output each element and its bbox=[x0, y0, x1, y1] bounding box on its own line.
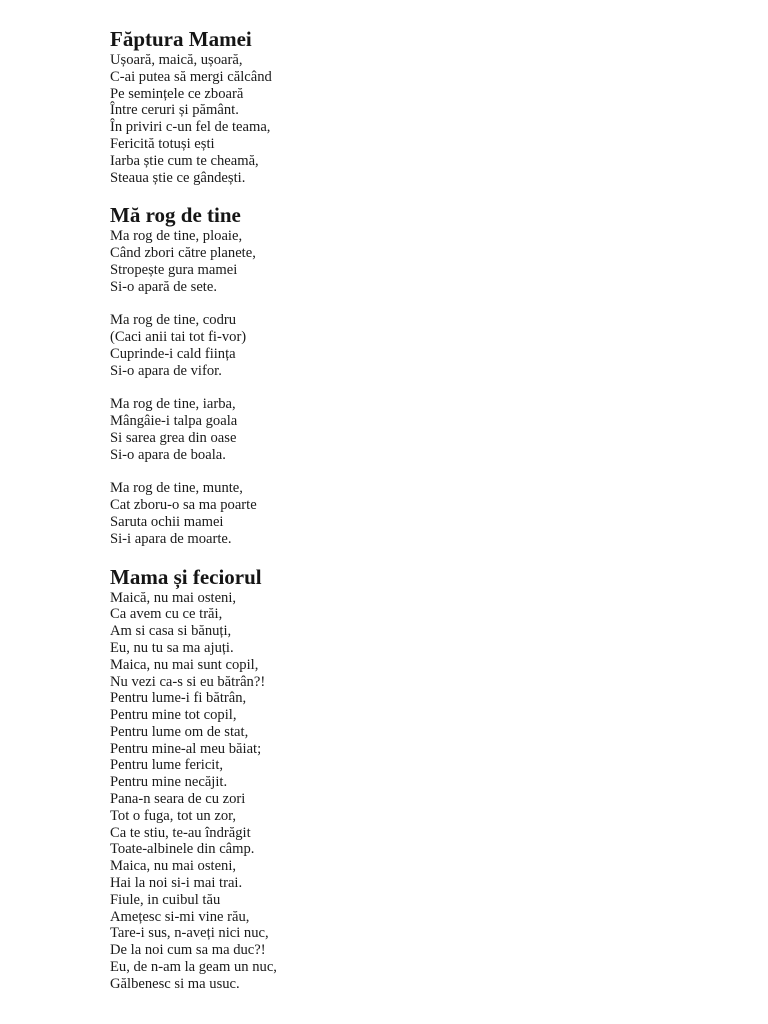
verse-line: Iarba știe cum te cheamă, bbox=[110, 152, 259, 169]
verse-line: Fericită totuși ești bbox=[110, 135, 215, 152]
poem-title: Făptura Mamei bbox=[110, 27, 252, 51]
verse-line: De la noi cum sa ma duc?! bbox=[110, 942, 266, 959]
verse-line: Toate-albinele din câmp. bbox=[110, 841, 255, 858]
poem-body bbox=[110, 590, 710, 993]
stanza bbox=[110, 480, 710, 547]
verse-line: Când zbori către planete, bbox=[110, 245, 256, 262]
verse-line: Steaua știe ce gândești. bbox=[110, 169, 246, 186]
verse-line: Pentru lume-i fi bătrân, bbox=[110, 690, 247, 707]
stanza bbox=[110, 228, 710, 295]
poem-mama-si-feciorul bbox=[110, 564, 710, 993]
verse-line: Pentru mine necăjit. bbox=[110, 774, 228, 791]
verse-line: Ma rog de tine, iarba, bbox=[110, 396, 236, 413]
verse-line: Pentru lume om de stat, bbox=[110, 723, 249, 740]
document-page bbox=[110, 26, 710, 1009]
verse-line: Mângâie-i talpa goala bbox=[110, 413, 238, 430]
stanza bbox=[110, 396, 710, 463]
verse-line: Maica, nu mai osteni, bbox=[110, 858, 237, 875]
verse-line: Eu, nu tu sa ma ajuți. bbox=[110, 639, 234, 656]
verse-line: Ma rog de tine, munte, bbox=[110, 480, 243, 497]
verse-line: Ma rog de tine, codru bbox=[110, 312, 237, 329]
verse-line: Fiule, in cuibul tău bbox=[110, 891, 221, 908]
verse-line: În priviri c-un fel de teama, bbox=[110, 119, 271, 136]
verse-line: Si sarea grea din oase bbox=[110, 429, 237, 446]
poem-title: Mă rog de tine bbox=[110, 203, 241, 228]
verse-line: Tare-i sus, n-aveți nici nuc, bbox=[110, 925, 269, 942]
poem-title: Mama și feciorul bbox=[110, 564, 262, 589]
stanza bbox=[110, 312, 710, 379]
verse-line: Si-o apara de boala. bbox=[110, 446, 226, 463]
verse-line: (Caci anii tai tot fi-vor) bbox=[110, 329, 247, 346]
verse-line: Si-o apară de sete. bbox=[110, 278, 217, 295]
verse-line: Pana-n seara de cu zori bbox=[110, 791, 246, 808]
verse-line: Pe semințele ce zboară bbox=[110, 85, 244, 102]
verse-line: Hai la noi si-i mai trai. bbox=[110, 875, 243, 892]
poem-body bbox=[110, 228, 710, 547]
verse-line: Maica, nu mai sunt copil, bbox=[110, 656, 259, 673]
verse-line: Între ceruri și pământ. bbox=[110, 102, 239, 119]
verse-line: Stropește gura mamei bbox=[110, 261, 238, 278]
stanza bbox=[110, 52, 710, 186]
verse-line: Eu, de n-am la geam un nuc, bbox=[110, 959, 277, 976]
verse-line: Ușoară, maică, ușoară, bbox=[110, 52, 243, 68]
poem-faptura-mamei bbox=[110, 26, 710, 186]
verse-line: Cat zboru-o sa ma poarte bbox=[110, 497, 257, 514]
verse-line: Nu vezi ca-s si eu bătrân?! bbox=[110, 673, 266, 690]
verse-line: Maică, nu mai osteni, bbox=[110, 589, 237, 606]
verse-line: Si-o apara de vifor. bbox=[110, 362, 222, 379]
verse-line: Pentru mine-al meu băiat; bbox=[110, 740, 262, 757]
verse-line: C-ai putea să mergi călcând bbox=[110, 68, 272, 85]
verse-line: Amețesc si-mi vine rău, bbox=[110, 908, 250, 925]
verse-line: Saruta ochii mamei bbox=[110, 513, 224, 530]
verse-line: Ca avem cu ce trăi, bbox=[110, 606, 223, 623]
verse-line: Tot o fuga, tot un zor, bbox=[110, 807, 237, 824]
poem-body bbox=[110, 52, 710, 186]
verse-line: Gălbenesc si ma usuc. bbox=[110, 975, 240, 992]
verse-line: Si-i apara de moarte. bbox=[110, 530, 232, 547]
verse-line: Ma rog de tine, ploaie, bbox=[110, 228, 243, 245]
stanza bbox=[110, 590, 710, 993]
poem-ma-rog-de-tine bbox=[110, 202, 710, 547]
verse-line: Ca te stiu, te-au îndrăgit bbox=[110, 824, 251, 841]
verse-line: Pentru mine tot copil, bbox=[110, 707, 237, 724]
verse-line: Cuprinde-i cald ființa bbox=[110, 345, 236, 362]
verse-line: Pentru lume fericit, bbox=[110, 757, 224, 774]
verse-line: Am si casa si bănuți, bbox=[110, 623, 232, 640]
